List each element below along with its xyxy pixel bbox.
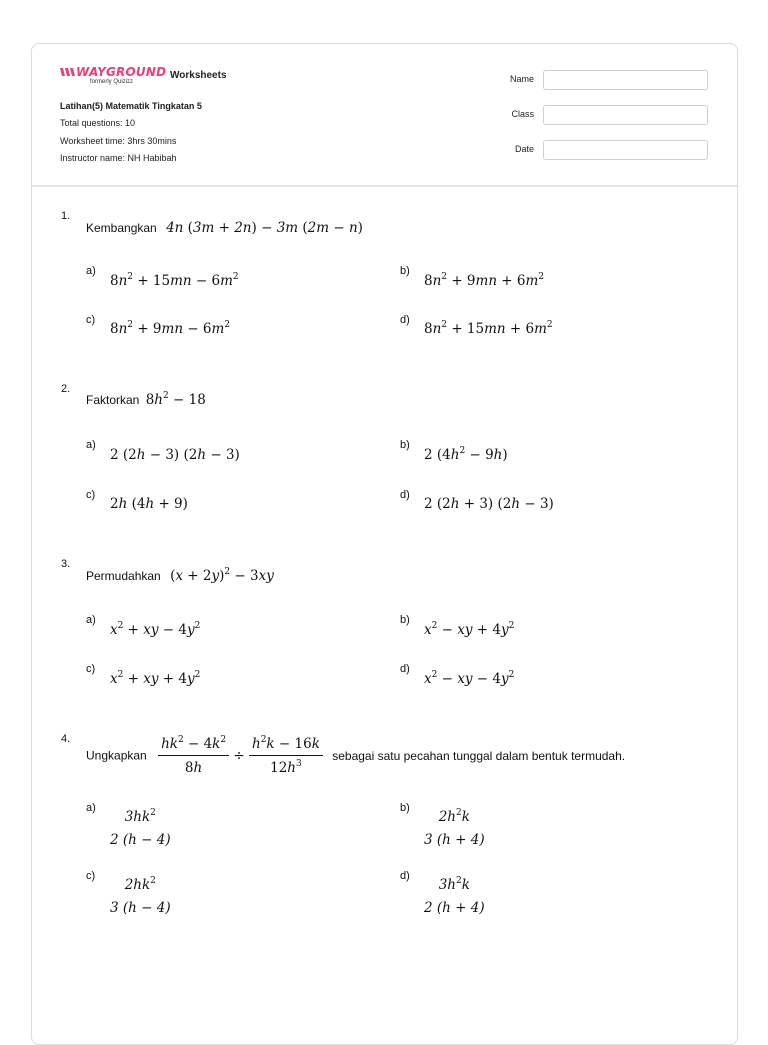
question-2-prompt: Faktorkan (86, 393, 140, 407)
q3-option-b[interactable]: $x^2$ − xy + $4y^2$ (424, 620, 515, 638)
wayground-logo (60, 66, 166, 87)
question-1-number: 1. (61, 210, 71, 222)
class-label: Class (511, 109, 534, 119)
worksheet-time: Worksheet time: 3hrs 30mins (60, 136, 177, 146)
q1-option-a[interactable]: $8n^2 + 15mn - 6m^2$ (110, 271, 239, 289)
q1-option-b[interactable]: $8n^2 + 9mn + 6m^2$ (424, 271, 545, 289)
q4-option-a-label: a) (86, 802, 96, 814)
question-4-suffix: sebagai satu pecahan tunggal dalam bentuk termudah. (332, 748, 626, 763)
date-label: Date (514, 144, 534, 154)
q4-option-c-label: c) (86, 870, 96, 882)
q4-option-b-label: b) (400, 802, 410, 814)
worksheets-label: Worksheets (170, 70, 227, 81)
question-4-expression: $\frac{hk^2 - 4k^2}{8h}$ ÷ $\frac{h^2k - 16k}{12h^3}$ (158, 748, 323, 764)
worksheet-page (31, 43, 738, 1045)
logo-subtext: formerly Quizizz (90, 79, 134, 85)
q4-option-c[interactable]: $2hk^2$ 3 (h − 4) (110, 875, 171, 916)
q4-option-b[interactable]: $2h^2k$ 3 (h + 4) (424, 807, 485, 848)
q2-option-c-label: c) (86, 489, 96, 501)
question-2-number: 2. (61, 383, 71, 395)
question-2-expression: $8h^2 - 18$ (145, 390, 206, 408)
q2-option-a[interactable]: 2 (2h − 3) (2h − 3) (110, 447, 240, 463)
name-label: Name (509, 74, 534, 84)
q3-option-b-label: b) (400, 614, 410, 626)
q1-option-c[interactable]: $8n^2 + 9mn - 6m^2$ (110, 319, 231, 337)
question-4-number: 4. (61, 733, 71, 745)
q4-option-d-label: d) (400, 870, 410, 882)
logo-wordmark: WAYGROUND (60, 66, 166, 78)
q4-fraction-1: $\frac{hk^2 - 4k^2}{8h}$ (158, 736, 229, 776)
q2-option-b[interactable]: 2 $(4h^2 - 9h)$ (424, 445, 508, 463)
q3-option-c[interactable]: $x^2$ + xy + $4y^2$ (110, 669, 201, 687)
q1-option-a-label: a) (86, 265, 96, 277)
total-questions: Total questions: 10 (60, 118, 136, 128)
q3-option-d[interactable]: $x^2$ − xy − $4y^2$ (424, 669, 515, 687)
q1-option-c-label: c) (86, 314, 96, 326)
q3-option-d-label: d) (400, 663, 410, 675)
question-3-expression: $(x + 2y)^2 - 3xy$ (170, 566, 274, 584)
q3-option-a[interactable]: $x^2$ + xy − $4y^2$ (110, 620, 201, 638)
q1-option-d-label: d) (400, 314, 410, 326)
question-1-prompt: Kembangkan (86, 221, 157, 235)
q2-option-b-label: b) (400, 439, 410, 451)
q3-option-c-label: c) (86, 663, 96, 675)
q2-option-d-label: d) (400, 489, 410, 501)
q3-option-a-label: a) (86, 614, 96, 626)
instructor-name: Instructor name: NH Habibah (60, 153, 177, 163)
q4-option-a[interactable]: $3hk^2$ 2 (h − 4) (110, 807, 171, 848)
q1-option-b-label: b) (400, 265, 410, 277)
question-4-text (86, 736, 625, 776)
name-field[interactable] (543, 70, 708, 90)
class-field[interactable] (543, 105, 708, 125)
question-3-text (86, 568, 274, 584)
q4-fraction-2: $\frac{h^2k - 16k}{12h^3}$ (249, 736, 323, 776)
question-2-text (86, 392, 206, 408)
q2-option-a-label: a) (86, 439, 96, 451)
q2-option-d[interactable]: 2 (2h + 3) (2h − 3) (424, 496, 554, 512)
question-1-expression: 4n (3m + 2n) − 3m (2m − n) (166, 220, 363, 236)
date-field[interactable] (543, 140, 708, 160)
worksheet-header (32, 44, 737, 187)
worksheet-title: Latihan(5) Matematik Tingkatan 5 (60, 101, 202, 111)
logo-mark-icon (60, 67, 76, 77)
q1-option-d[interactable]: $8n^2 + 15mn + 6m^2$ (424, 319, 553, 337)
question-4-prompt: Ungkapkan (86, 748, 147, 763)
q2-option-c[interactable]: 2h (4h + 9) (110, 496, 188, 512)
question-3-number: 3. (61, 558, 71, 570)
question-1-text (86, 220, 363, 236)
question-3-prompt: Permudahkan (86, 569, 161, 583)
q4-option-d[interactable]: $3h^2k$ 2 (h + 4) (424, 875, 485, 916)
